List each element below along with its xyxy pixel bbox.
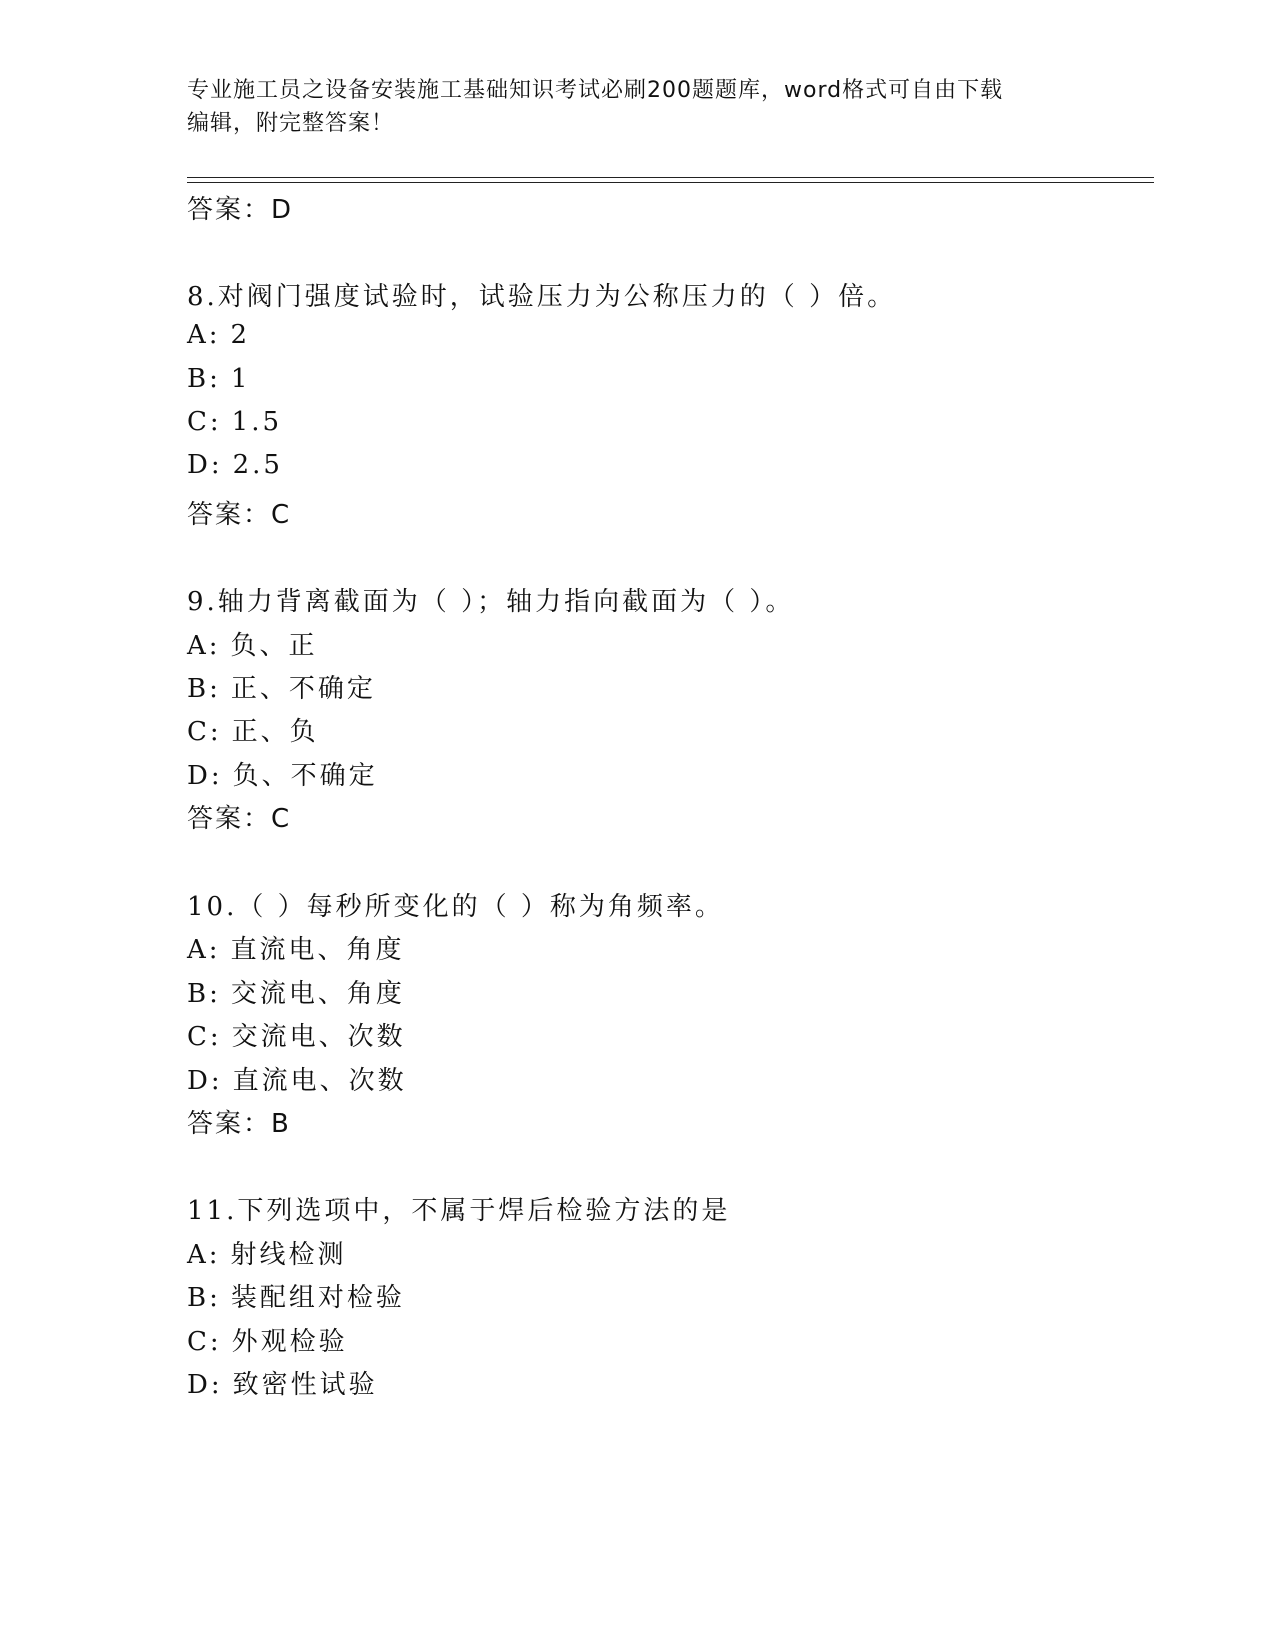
question-8-answer: 答案：C bbox=[187, 500, 292, 530]
header-divider-top bbox=[187, 177, 1154, 178]
question-9-option-c bbox=[187, 711, 319, 748]
question-8-option-c bbox=[187, 407, 282, 437]
option-letter: C: bbox=[187, 717, 222, 747]
header-divider-bottom bbox=[187, 182, 1154, 183]
option-text: 装配组对检验 bbox=[230, 1283, 405, 1313]
option-letter: C: bbox=[187, 1022, 222, 1052]
option-letter: B: bbox=[187, 674, 221, 704]
question-10-answer: 答案：B bbox=[187, 1109, 291, 1139]
question-10-option-d bbox=[187, 1060, 407, 1097]
question-8-option-d bbox=[187, 450, 283, 480]
question-10-option-b bbox=[187, 973, 405, 1010]
option-text: 直流电、次数 bbox=[232, 1066, 407, 1096]
question-9-stem: 9.轴力背离截面为（ ）；轴力指向截面为（ ）。 bbox=[187, 587, 795, 617]
question-9-option-d bbox=[187, 755, 378, 792]
option-text: 1.5 bbox=[231, 407, 283, 437]
option-text: 直流电、角度 bbox=[230, 935, 405, 965]
option-letter: A: bbox=[187, 1240, 221, 1270]
option-letter: C: bbox=[187, 1327, 222, 1357]
option-letter: B: bbox=[187, 979, 221, 1009]
question-9-option-b bbox=[187, 668, 376, 705]
option-text: 1 bbox=[230, 364, 251, 394]
question-10-stem: 10.（ ）每秒所变化的（ ）称为角频率。 bbox=[187, 892, 724, 922]
question-11-option-d bbox=[187, 1364, 378, 1401]
question-8-option-b bbox=[187, 364, 250, 394]
option-letter: B: bbox=[187, 1283, 221, 1313]
question-11-option-a bbox=[187, 1234, 347, 1271]
header-line-1: 专业施工员之设备安装施工基础知识考试必刷200题题库，word格式可自由下载 bbox=[187, 78, 1004, 103]
option-text: 外观检验 bbox=[231, 1327, 348, 1357]
option-letter: D: bbox=[187, 1370, 223, 1400]
answer-previous: 答案：D bbox=[187, 195, 294, 225]
option-letter: D: bbox=[187, 450, 223, 480]
question-9-answer: 答案：C bbox=[187, 804, 292, 834]
question-9-option-a bbox=[187, 625, 318, 662]
option-text: 射线检测 bbox=[230, 1240, 347, 1270]
question-8-option-a bbox=[187, 320, 250, 350]
option-text: 正、不确定 bbox=[230, 674, 376, 704]
option-text: 2 bbox=[230, 320, 251, 350]
option-letter: B: bbox=[187, 364, 221, 394]
option-letter: A: bbox=[187, 631, 221, 661]
question-11-option-b bbox=[187, 1277, 405, 1314]
option-text: 正、负 bbox=[231, 717, 319, 747]
option-letter: C: bbox=[187, 407, 222, 437]
option-text: 交流电、角度 bbox=[230, 979, 405, 1009]
option-letter: D: bbox=[187, 761, 223, 791]
option-letter: A: bbox=[187, 935, 221, 965]
question-8-stem: 8.对阀门强度试验时，试验压力为公称压力的（ ）倍。 bbox=[187, 282, 897, 312]
option-text: 负、不确定 bbox=[232, 761, 378, 791]
question-11-stem: 11.下列选项中，不属于焊后检验方法的是 bbox=[187, 1196, 731, 1226]
question-10-option-c bbox=[187, 1016, 406, 1053]
option-text: 致密性试验 bbox=[232, 1370, 378, 1400]
option-text: 2.5 bbox=[232, 450, 283, 480]
option-text: 交流电、次数 bbox=[231, 1022, 406, 1052]
header-line-2: 编辑，附完整答案！ bbox=[187, 111, 395, 136]
document-header bbox=[187, 74, 1067, 140]
option-letter: A: bbox=[187, 320, 221, 350]
option-letter: D: bbox=[187, 1066, 223, 1096]
option-text: 负、正 bbox=[230, 631, 318, 661]
question-11-option-c bbox=[187, 1321, 348, 1358]
question-10-option-a bbox=[187, 929, 405, 966]
